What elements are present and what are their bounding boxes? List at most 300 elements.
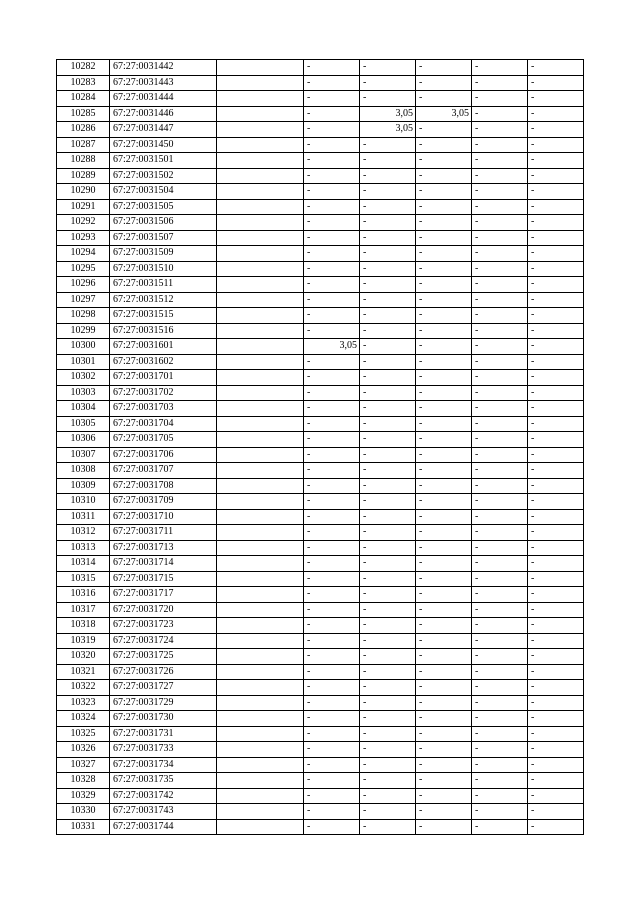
value-cell: -	[472, 757, 528, 773]
value-cell: -	[528, 711, 584, 727]
table-row	[57, 106, 584, 122]
value-cell: -	[360, 432, 416, 448]
value-cell: -	[528, 602, 584, 618]
row-number-cell: 10310	[57, 494, 110, 510]
value-cell: 3,05	[360, 106, 416, 122]
row-number-cell: 10296	[57, 277, 110, 293]
value-cell: -	[416, 680, 472, 696]
row-number-cell: 10288	[57, 153, 110, 169]
row-number-cell: 10284	[57, 91, 110, 107]
table-row	[57, 463, 584, 479]
table-row	[57, 773, 584, 789]
value-cell: -	[528, 494, 584, 510]
value-cell: -	[472, 556, 528, 572]
value-cell: -	[472, 370, 528, 386]
value-cell: -	[304, 385, 360, 401]
cadastral-number-cell: 67:27:0031442	[110, 60, 217, 76]
value-cell: -	[528, 618, 584, 634]
empty-cell	[217, 804, 304, 820]
value-cell: -	[528, 370, 584, 386]
cadastral-number-cell: 67:27:0031707	[110, 463, 217, 479]
row-number-cell: 10318	[57, 618, 110, 634]
empty-cell	[217, 60, 304, 76]
cadastral-number-cell: 67:27:0031709	[110, 494, 217, 510]
empty-cell	[217, 168, 304, 184]
value-cell: -	[416, 153, 472, 169]
row-number-cell: 10286	[57, 122, 110, 138]
value-cell: -	[416, 432, 472, 448]
value-cell: -	[360, 711, 416, 727]
value-cell: -	[472, 199, 528, 215]
value-cell: -	[472, 463, 528, 479]
cadastral-number-cell: 67:27:0031713	[110, 540, 217, 556]
value-cell: -	[528, 323, 584, 339]
row-number-cell: 10331	[57, 819, 110, 835]
value-cell: -	[528, 664, 584, 680]
value-cell: -	[528, 447, 584, 463]
row-number-cell: 10311	[57, 509, 110, 525]
table-row	[57, 168, 584, 184]
row-number-cell: 10322	[57, 680, 110, 696]
value-cell: -	[416, 525, 472, 541]
value-cell: -	[416, 478, 472, 494]
value-cell: -	[472, 246, 528, 262]
value-cell: -	[528, 726, 584, 742]
value-cell: -	[528, 122, 584, 138]
value-cell: -	[304, 199, 360, 215]
value-cell: -	[360, 525, 416, 541]
value-cell: -	[360, 277, 416, 293]
value-cell: -	[416, 122, 472, 138]
value-cell: -	[360, 494, 416, 510]
empty-cell	[217, 416, 304, 432]
value-cell: -	[304, 230, 360, 246]
value-cell: -	[416, 618, 472, 634]
value-cell: -	[360, 339, 416, 355]
empty-cell	[217, 447, 304, 463]
value-cell: -	[528, 91, 584, 107]
table-row	[57, 91, 584, 107]
row-number-cell: 10326	[57, 742, 110, 758]
cadastral-number-cell: 67:27:0031515	[110, 308, 217, 324]
empty-cell	[217, 664, 304, 680]
value-cell: -	[360, 726, 416, 742]
empty-cell	[217, 401, 304, 417]
value-cell: -	[416, 711, 472, 727]
value-cell: -	[416, 819, 472, 835]
empty-cell	[217, 339, 304, 355]
cadastral-number-cell: 67:27:0031733	[110, 742, 217, 758]
value-cell: -	[304, 680, 360, 696]
value-cell: -	[472, 137, 528, 153]
value-cell: -	[304, 463, 360, 479]
value-cell: -	[360, 261, 416, 277]
value-cell: -	[528, 649, 584, 665]
parcel-table-body	[57, 60, 584, 835]
empty-cell	[217, 525, 304, 541]
value-cell: -	[416, 60, 472, 76]
value-cell: -	[360, 91, 416, 107]
value-cell: -	[360, 308, 416, 324]
value-cell: -	[304, 571, 360, 587]
value-cell: -	[528, 478, 584, 494]
value-cell: -	[528, 757, 584, 773]
value-cell: -	[416, 788, 472, 804]
table-row	[57, 478, 584, 494]
value-cell: -	[416, 695, 472, 711]
table-row	[57, 122, 584, 138]
value-cell: -	[304, 556, 360, 572]
value-cell: -	[416, 726, 472, 742]
value-cell: -	[528, 540, 584, 556]
value-cell: -	[528, 215, 584, 231]
table-row	[57, 401, 584, 417]
value-cell: -	[416, 385, 472, 401]
cadastral-number-cell: 67:27:0031601	[110, 339, 217, 355]
table-row	[57, 695, 584, 711]
cadastral-number-cell: 67:27:0031504	[110, 184, 217, 200]
value-cell: -	[360, 757, 416, 773]
value-cell: -	[360, 742, 416, 758]
value-cell: -	[360, 416, 416, 432]
table-row	[57, 742, 584, 758]
row-number-cell: 10329	[57, 788, 110, 804]
value-cell: -	[304, 168, 360, 184]
value-cell: -	[360, 230, 416, 246]
value-cell: -	[416, 463, 472, 479]
row-number-cell: 10308	[57, 463, 110, 479]
table-row	[57, 618, 584, 634]
empty-cell	[217, 432, 304, 448]
empty-cell	[217, 323, 304, 339]
value-cell: -	[416, 370, 472, 386]
empty-cell	[217, 215, 304, 231]
cadastral-number-cell: 67:27:0031444	[110, 91, 217, 107]
cadastral-number-cell: 67:27:0031443	[110, 75, 217, 91]
value-cell: -	[360, 75, 416, 91]
empty-cell	[217, 757, 304, 773]
value-cell: -	[304, 525, 360, 541]
value-cell: -	[360, 246, 416, 262]
table-row	[57, 788, 584, 804]
value-cell: 3,05	[360, 122, 416, 138]
cadastral-number-cell: 67:27:0031743	[110, 804, 217, 820]
value-cell: -	[360, 804, 416, 820]
empty-cell	[217, 75, 304, 91]
cadastral-number-cell: 67:27:0031708	[110, 478, 217, 494]
empty-cell	[217, 571, 304, 587]
value-cell: -	[472, 416, 528, 432]
table-row	[57, 385, 584, 401]
value-cell: -	[304, 416, 360, 432]
table-row	[57, 308, 584, 324]
value-cell: -	[416, 168, 472, 184]
value-cell: -	[304, 509, 360, 525]
value-cell: -	[528, 416, 584, 432]
empty-cell	[217, 199, 304, 215]
empty-cell	[217, 246, 304, 262]
empty-cell	[217, 292, 304, 308]
empty-cell	[217, 230, 304, 246]
value-cell: -	[472, 91, 528, 107]
empty-cell	[217, 370, 304, 386]
empty-cell	[217, 91, 304, 107]
row-number-cell: 10298	[57, 308, 110, 324]
value-cell: -	[360, 664, 416, 680]
value-cell: -	[360, 292, 416, 308]
value-cell: -	[472, 649, 528, 665]
table-row	[57, 509, 584, 525]
value-cell: -	[360, 478, 416, 494]
table-row	[57, 277, 584, 293]
value-cell: -	[304, 122, 360, 138]
cadastral-number-cell: 67:27:0031702	[110, 385, 217, 401]
table-row	[57, 246, 584, 262]
table-row	[57, 757, 584, 773]
row-number-cell: 10283	[57, 75, 110, 91]
value-cell: -	[360, 602, 416, 618]
cadastral-number-cell: 67:27:0031509	[110, 246, 217, 262]
value-cell: -	[528, 137, 584, 153]
empty-cell	[217, 819, 304, 835]
value-cell: -	[304, 91, 360, 107]
cadastral-number-cell: 67:27:0031725	[110, 649, 217, 665]
empty-cell	[217, 540, 304, 556]
value-cell: -	[304, 602, 360, 618]
cadastral-number-cell: 67:27:0031447	[110, 122, 217, 138]
row-number-cell: 10317	[57, 602, 110, 618]
value-cell: -	[528, 199, 584, 215]
value-cell: -	[304, 106, 360, 122]
empty-cell	[217, 773, 304, 789]
row-number-cell: 10294	[57, 246, 110, 262]
table-row	[57, 215, 584, 231]
value-cell: -	[304, 137, 360, 153]
value-cell: -	[528, 463, 584, 479]
empty-cell	[217, 153, 304, 169]
value-cell: -	[304, 649, 360, 665]
empty-cell	[217, 618, 304, 634]
row-number-cell: 10291	[57, 199, 110, 215]
empty-cell	[217, 261, 304, 277]
row-number-cell: 10295	[57, 261, 110, 277]
row-number-cell: 10319	[57, 633, 110, 649]
value-cell: -	[304, 308, 360, 324]
cadastral-number-cell: 67:27:0031512	[110, 292, 217, 308]
value-cell: 3,05	[304, 339, 360, 355]
value-cell: -	[360, 587, 416, 603]
empty-cell	[217, 633, 304, 649]
table-row	[57, 339, 584, 355]
value-cell: -	[472, 571, 528, 587]
value-cell: -	[360, 60, 416, 76]
row-number-cell: 10300	[57, 339, 110, 355]
value-cell: -	[528, 246, 584, 262]
cadastral-number-cell: 67:27:0031511	[110, 277, 217, 293]
value-cell: -	[528, 230, 584, 246]
value-cell: -	[416, 75, 472, 91]
table-row	[57, 292, 584, 308]
value-cell: -	[472, 602, 528, 618]
row-number-cell: 10285	[57, 106, 110, 122]
value-cell: -	[416, 742, 472, 758]
row-number-cell: 10325	[57, 726, 110, 742]
cadastral-number-cell: 67:27:0031446	[110, 106, 217, 122]
row-number-cell: 10299	[57, 323, 110, 339]
value-cell: -	[360, 137, 416, 153]
cadastral-number-cell: 67:27:0031729	[110, 695, 217, 711]
value-cell: -	[472, 447, 528, 463]
value-cell: -	[472, 75, 528, 91]
value-cell: -	[304, 184, 360, 200]
table-row	[57, 416, 584, 432]
row-number-cell: 10282	[57, 60, 110, 76]
value-cell: -	[528, 277, 584, 293]
cadastral-number-cell: 67:27:0031711	[110, 525, 217, 541]
row-number-cell: 10309	[57, 478, 110, 494]
value-cell: -	[528, 75, 584, 91]
value-cell: -	[304, 757, 360, 773]
value-cell: -	[528, 788, 584, 804]
table-row	[57, 602, 584, 618]
value-cell: -	[416, 587, 472, 603]
value-cell: -	[528, 633, 584, 649]
row-number-cell: 10289	[57, 168, 110, 184]
table-row	[57, 711, 584, 727]
value-cell: -	[304, 354, 360, 370]
value-cell: -	[304, 695, 360, 711]
table-row	[57, 556, 584, 572]
table-row	[57, 60, 584, 76]
value-cell: -	[472, 664, 528, 680]
value-cell: -	[472, 726, 528, 742]
parcel-table	[56, 59, 584, 835]
row-number-cell: 10324	[57, 711, 110, 727]
value-cell: -	[416, 323, 472, 339]
value-cell: -	[360, 788, 416, 804]
value-cell: -	[528, 773, 584, 789]
value-cell: -	[472, 230, 528, 246]
value-cell: -	[472, 215, 528, 231]
table-row	[57, 633, 584, 649]
value-cell: -	[360, 773, 416, 789]
value-cell: -	[528, 680, 584, 696]
empty-cell	[217, 711, 304, 727]
value-cell: -	[304, 540, 360, 556]
cadastral-number-cell: 67:27:0031723	[110, 618, 217, 634]
value-cell: -	[304, 633, 360, 649]
value-cell: -	[360, 463, 416, 479]
row-number-cell: 10290	[57, 184, 110, 200]
value-cell: -	[416, 91, 472, 107]
value-cell: -	[304, 664, 360, 680]
row-number-cell: 10304	[57, 401, 110, 417]
empty-cell	[217, 509, 304, 525]
value-cell: -	[472, 788, 528, 804]
value-cell: -	[416, 494, 472, 510]
cadastral-number-cell: 67:27:0031450	[110, 137, 217, 153]
empty-cell	[217, 354, 304, 370]
value-cell: -	[472, 323, 528, 339]
table-row	[57, 819, 584, 835]
table-row	[57, 137, 584, 153]
empty-cell	[217, 649, 304, 665]
table-row	[57, 525, 584, 541]
cadastral-number-cell: 67:27:0031720	[110, 602, 217, 618]
row-number-cell: 10303	[57, 385, 110, 401]
empty-cell	[217, 106, 304, 122]
value-cell: -	[360, 168, 416, 184]
value-cell: -	[304, 587, 360, 603]
cadastral-number-cell: 67:27:0031505	[110, 199, 217, 215]
value-cell: -	[360, 819, 416, 835]
empty-cell	[217, 742, 304, 758]
value-cell: -	[304, 478, 360, 494]
value-cell: -	[472, 618, 528, 634]
empty-cell	[217, 122, 304, 138]
value-cell: -	[528, 556, 584, 572]
cadastral-number-cell: 67:27:0031731	[110, 726, 217, 742]
value-cell: -	[360, 385, 416, 401]
value-cell: -	[528, 106, 584, 122]
cadastral-number-cell: 67:27:0031744	[110, 819, 217, 835]
value-cell: -	[304, 323, 360, 339]
value-cell: -	[304, 246, 360, 262]
row-number-cell: 10306	[57, 432, 110, 448]
value-cell: -	[472, 695, 528, 711]
empty-cell	[217, 478, 304, 494]
table-row	[57, 649, 584, 665]
value-cell: -	[528, 308, 584, 324]
value-cell: -	[472, 633, 528, 649]
value-cell: -	[416, 556, 472, 572]
empty-cell	[217, 494, 304, 510]
empty-cell	[217, 587, 304, 603]
value-cell: -	[472, 153, 528, 169]
value-cell: -	[528, 339, 584, 355]
row-number-cell: 10330	[57, 804, 110, 820]
value-cell: -	[528, 354, 584, 370]
value-cell: -	[360, 695, 416, 711]
value-cell: -	[528, 695, 584, 711]
empty-cell	[217, 137, 304, 153]
value-cell: -	[304, 726, 360, 742]
value-cell: -	[360, 556, 416, 572]
value-cell: -	[304, 447, 360, 463]
row-number-cell: 10287	[57, 137, 110, 153]
value-cell: -	[360, 633, 416, 649]
cadastral-number-cell: 67:27:0031703	[110, 401, 217, 417]
value-cell: -	[360, 447, 416, 463]
value-cell: -	[304, 215, 360, 231]
value-cell: -	[416, 354, 472, 370]
empty-cell	[217, 695, 304, 711]
table-row	[57, 153, 584, 169]
value-cell: -	[360, 199, 416, 215]
value-cell: -	[472, 277, 528, 293]
table-row	[57, 804, 584, 820]
value-cell: -	[416, 633, 472, 649]
value-cell: -	[416, 773, 472, 789]
row-number-cell: 10292	[57, 215, 110, 231]
value-cell: -	[416, 664, 472, 680]
value-cell: -	[416, 261, 472, 277]
value-cell: -	[528, 153, 584, 169]
value-cell: -	[304, 75, 360, 91]
value-cell: -	[472, 540, 528, 556]
table-row	[57, 587, 584, 603]
cadastral-number-cell: 67:27:0031704	[110, 416, 217, 432]
